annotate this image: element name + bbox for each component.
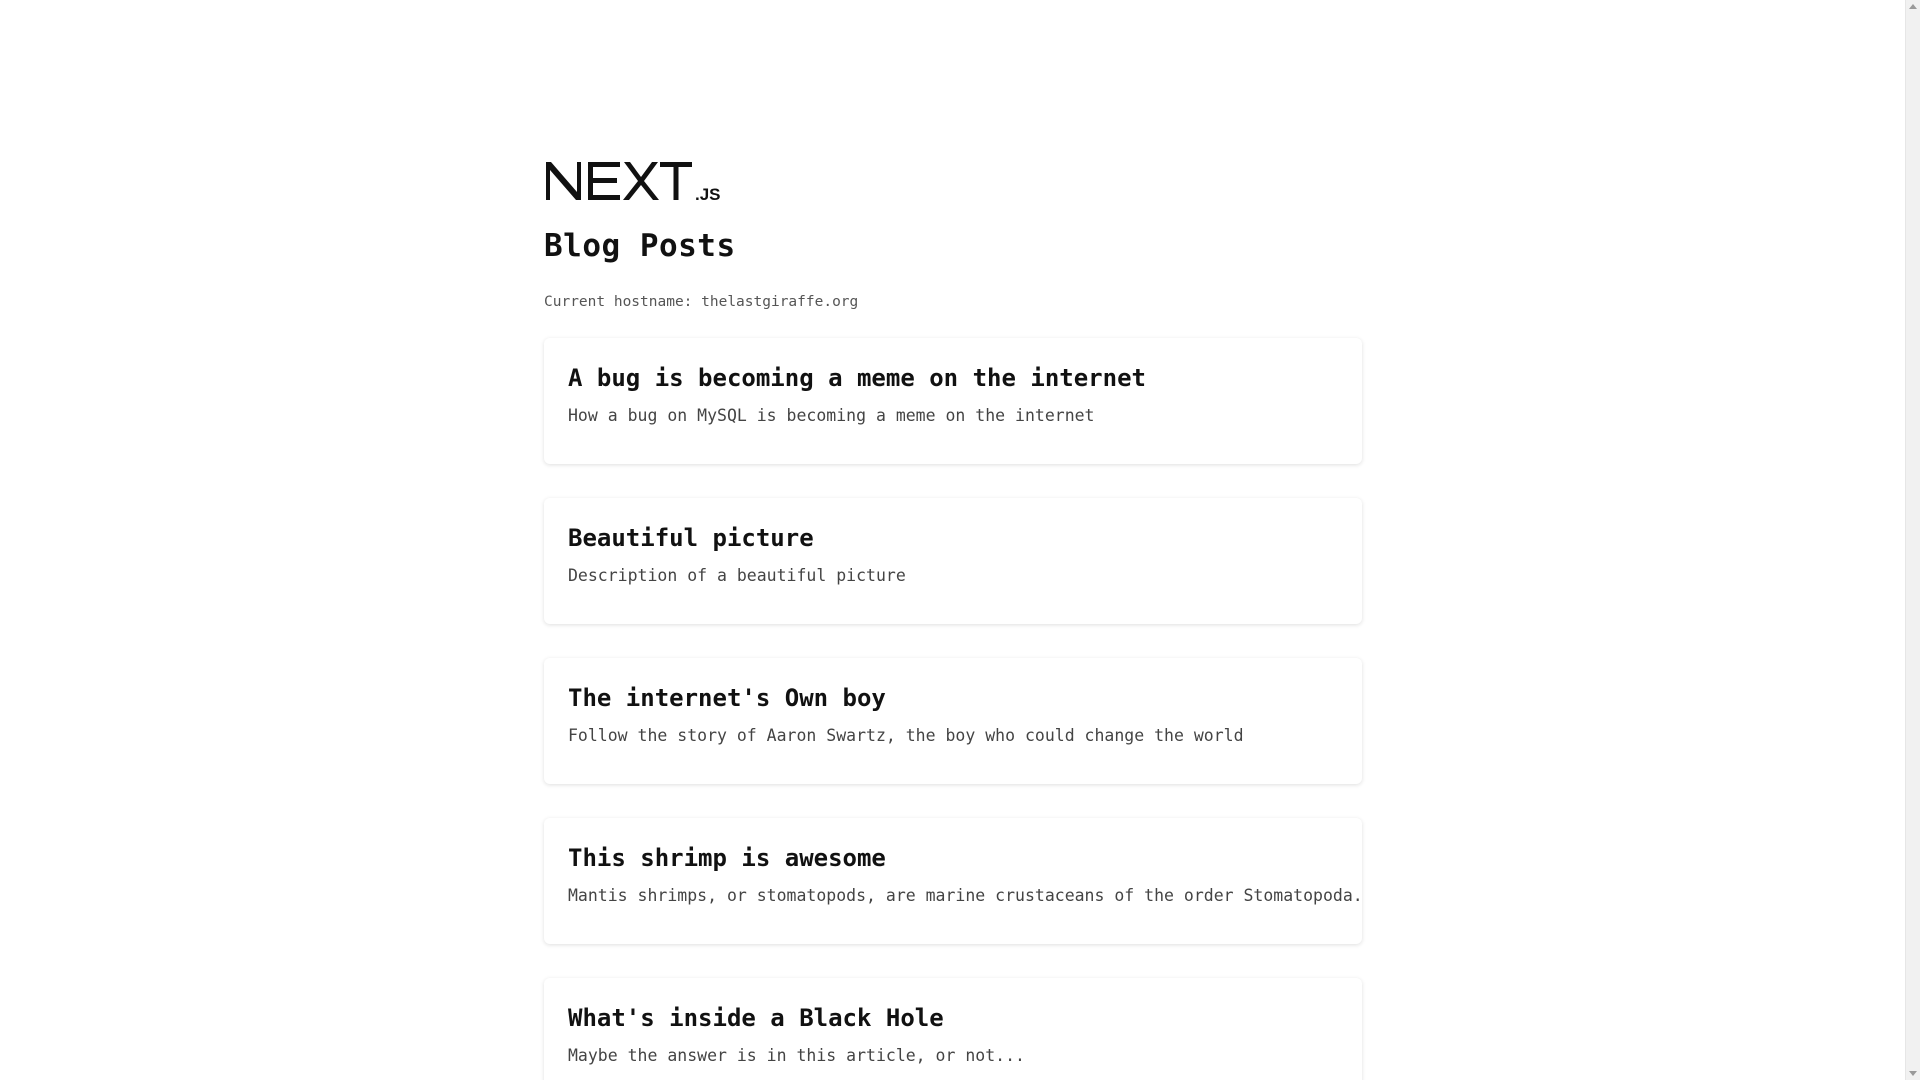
svg-text:.JS: .JS (695, 185, 721, 202)
post-card[interactable] (544, 978, 1362, 1080)
post-card[interactable] (544, 818, 1362, 944)
post-description: How a bug on MySQL is becoming a meme on the internet (568, 406, 1095, 425)
post-description: Maybe the answer is in this article, or not... (568, 1046, 1025, 1065)
post-title[interactable]: The internet's Own boy (568, 684, 886, 712)
hostname-text: Current hostname: thelastgiraffe.org (544, 294, 859, 310)
post-description: Mantis shrimps, or stomatopods, are marine crustaceans of the order Stomatopoda. (568, 886, 1363, 905)
post-title[interactable]: What's inside a Black Hole (568, 1004, 944, 1032)
post-card[interactable] (544, 658, 1362, 784)
scroll-down-icon[interactable] (1909, 1071, 1917, 1076)
post-card[interactable] (544, 338, 1362, 464)
vertical-scrollbar[interactable] (1905, 0, 1920, 1080)
main-content (544, 160, 1362, 1080)
page-title: Blog Posts (544, 228, 736, 264)
post-title[interactable]: Beautiful picture (568, 524, 814, 552)
post-list (544, 338, 1362, 1080)
nextjs-logo[interactable] (544, 160, 726, 202)
post-card[interactable] (544, 498, 1362, 624)
post-title[interactable]: This shrimp is awesome (568, 844, 886, 872)
post-title[interactable]: A bug is becoming a meme on the internet (568, 364, 1146, 392)
post-description: Description of a beautiful picture (568, 566, 906, 585)
scroll-up-icon[interactable] (1909, 4, 1917, 9)
post-description: Follow the story of Aaron Swartz, the boy who could change the world (568, 726, 1244, 745)
